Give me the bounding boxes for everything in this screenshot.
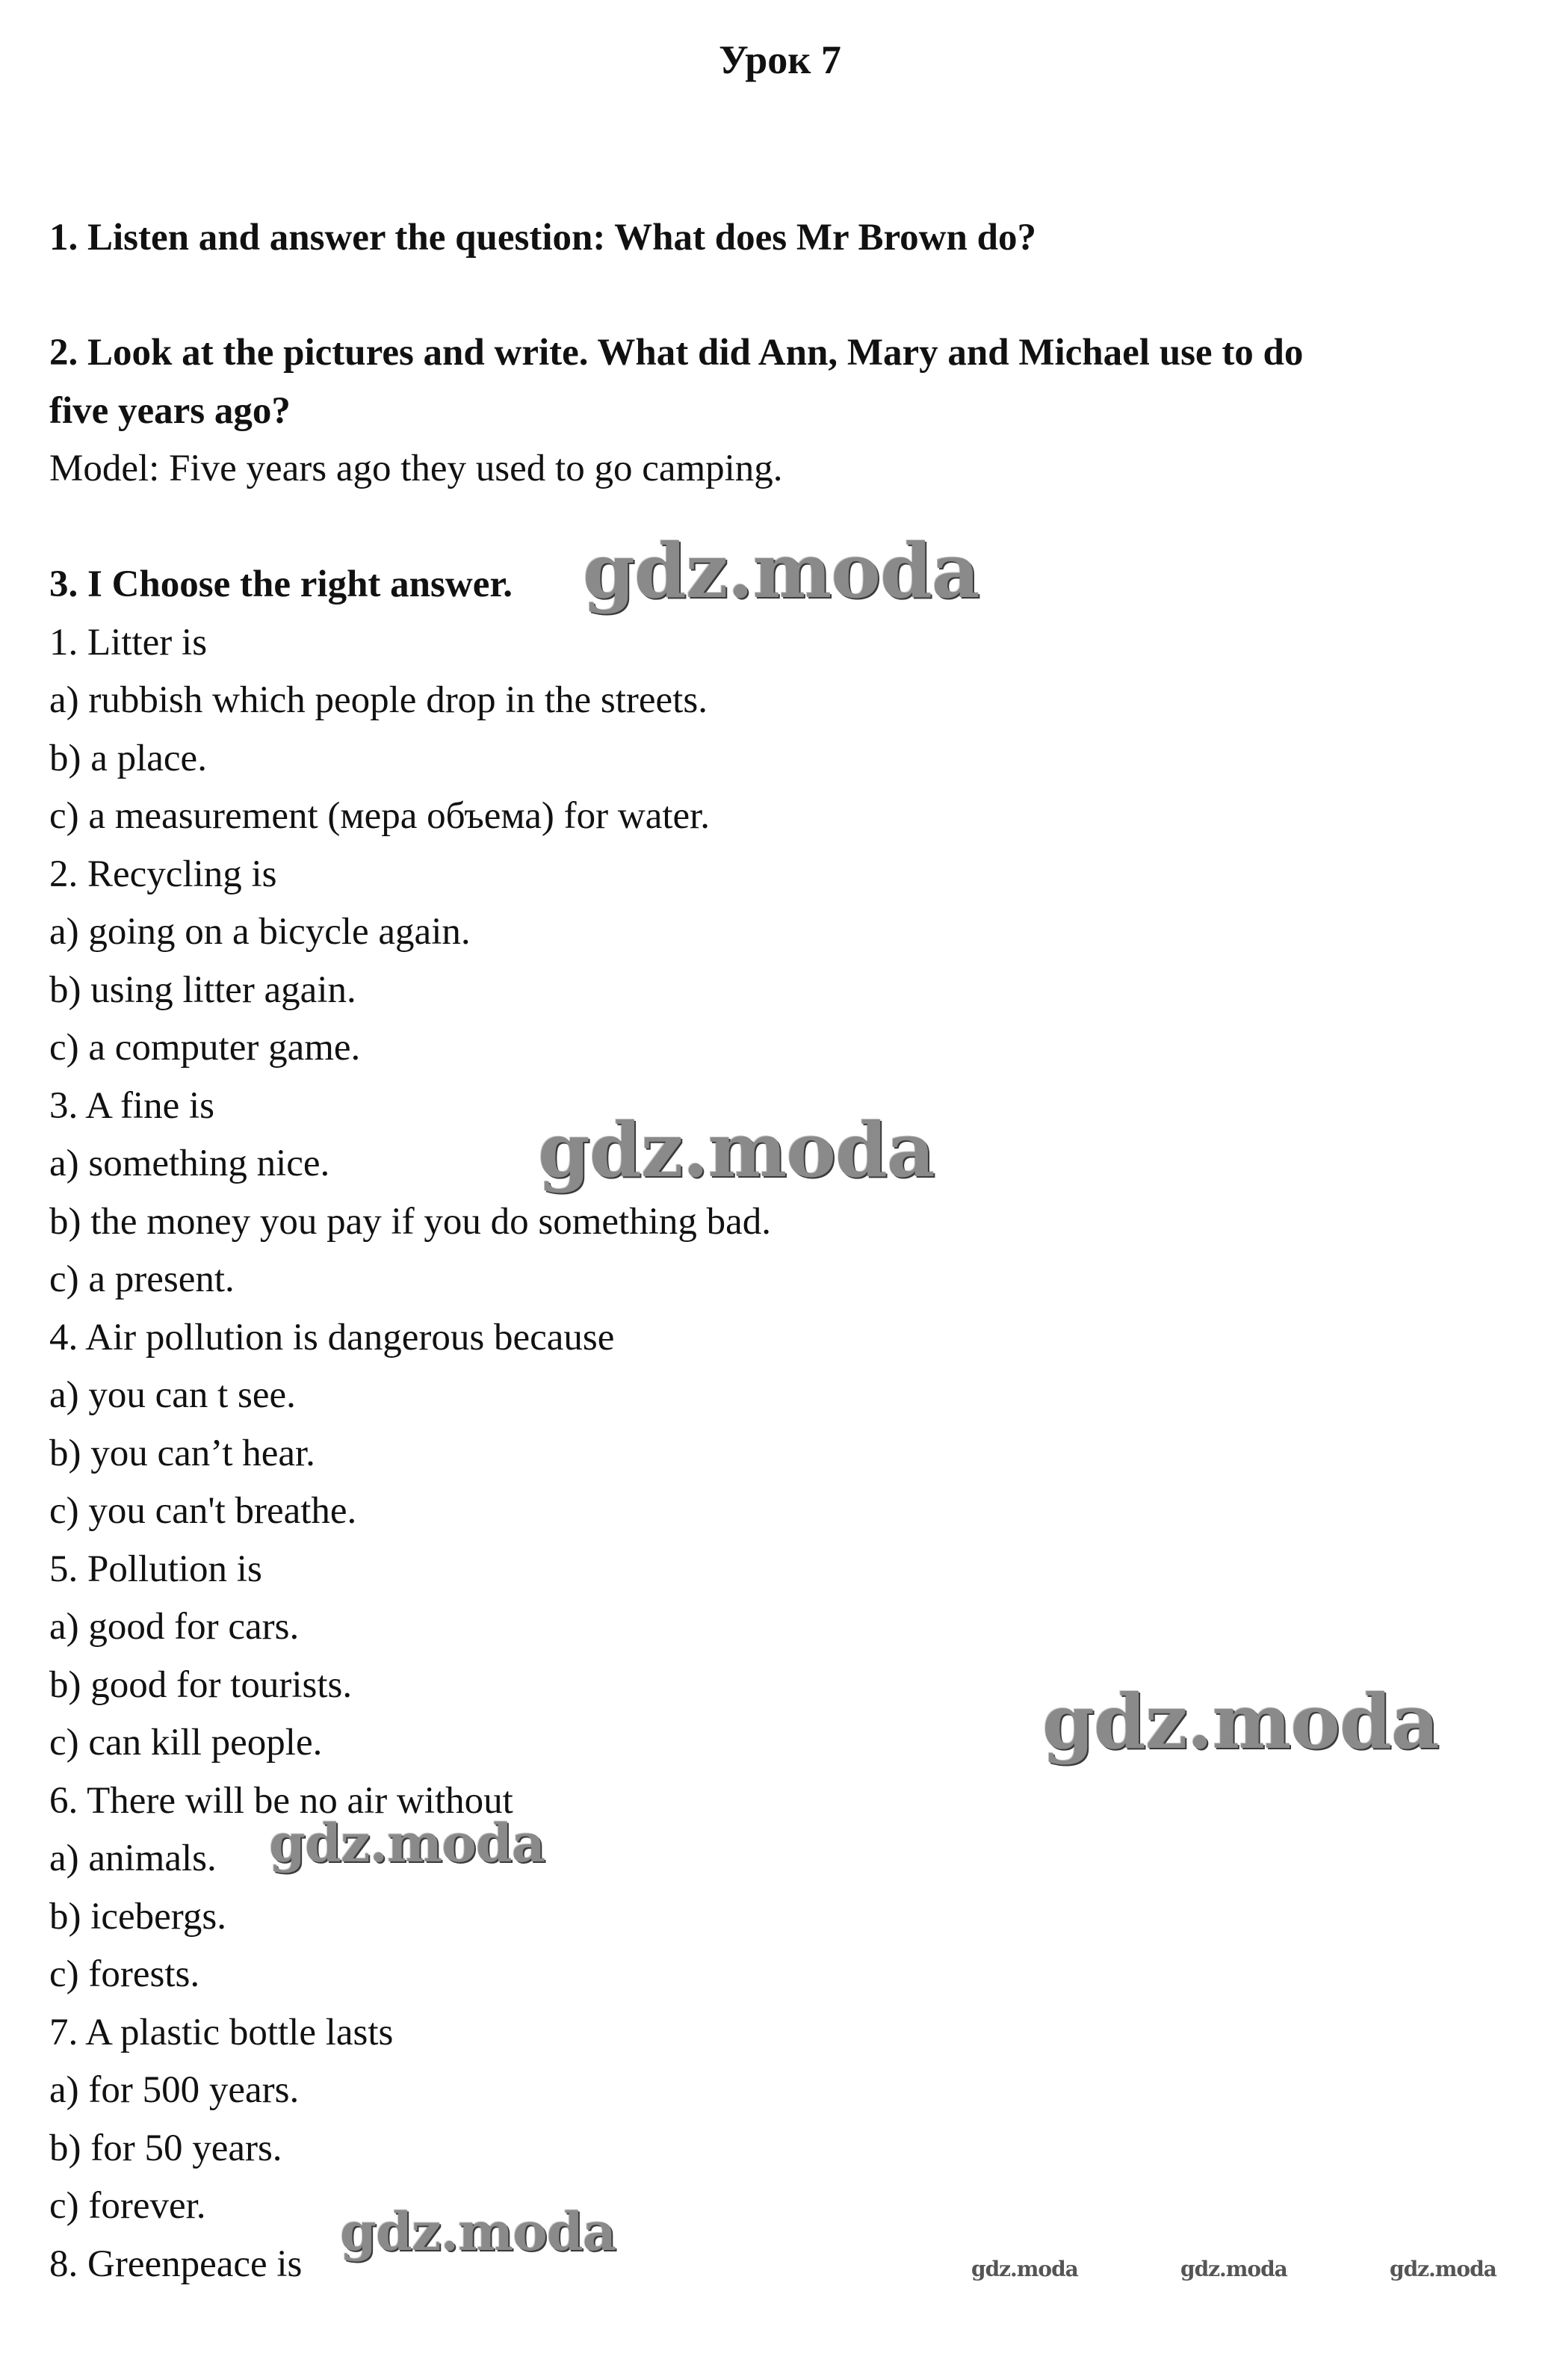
answer-line: c) a computer game. <box>49 1027 361 1069</box>
watermark: gdz.moda <box>538 1106 935 1194</box>
question-line: 6. There will be no air without <box>49 1779 513 1822</box>
answer-line: c) can kill people. <box>49 1722 323 1764</box>
watermark: gdz.moda <box>1390 2257 1496 2281</box>
task-2 <box>49 324 1514 498</box>
answer-line: a) something nice. <box>49 1143 330 1184</box>
lesson-title: Урок 7 <box>719 37 841 82</box>
task-1-text: 1. Listen and answer the question: What does Mr Brown do? <box>49 217 1036 259</box>
question-line: 7. A plastic bottle lasts <box>49 2011 394 2053</box>
task-2-heading-line-1: 2. Look at the pictures and write. What did Ann, Mary and Michael use to do <box>49 332 1304 374</box>
task-3 <box>49 556 1514 2293</box>
answer-line: a) you can t see. <box>49 1374 296 1416</box>
watermark: gdz.moda <box>1042 1678 1439 1766</box>
answer-line: a) going on a bicycle again. <box>49 911 471 953</box>
question-line: 3. A fine is <box>49 1084 215 1127</box>
watermark: gdz.moda <box>340 2201 616 2263</box>
answer-line: c) a measurement (мера объема) for water. <box>49 795 711 837</box>
answer-line: a) animals. <box>49 1837 217 1879</box>
answer-line: b) for 50 years. <box>49 2127 282 2169</box>
answer-line: b) good for tourists. <box>49 1663 353 1706</box>
task-2-heading-line-2: five years ago? <box>49 389 291 432</box>
task-2-model: Model: Five years ago they used to go camping. <box>49 448 783 489</box>
watermark: gdz.moda <box>971 2257 1078 2281</box>
answer-line: b) icebergs. <box>49 1895 226 1938</box>
question-line: 1. Litter is <box>49 621 208 664</box>
watermark: gdz.moda <box>583 527 979 615</box>
watermark: gdz.moda <box>1180 2257 1287 2281</box>
question-line: 5. Pollution is <box>49 1548 262 1590</box>
task-3-heading: 3. I Choose the right answer. <box>49 563 513 605</box>
watermark: gdz.moda <box>269 1812 545 1874</box>
answer-line: a) rubbish which people drop in the streets. <box>49 679 708 721</box>
answer-line: b) the money you pay if you do something bad. <box>49 1200 772 1243</box>
answer-line: a) for 500 years. <box>49 2069 300 2111</box>
answer-line: c) forests. <box>49 1953 200 1995</box>
answer-line: c) you can't breathe. <box>49 1490 357 1532</box>
task-1 <box>49 209 1514 268</box>
question-line: 8. Greenpeace is <box>49 2243 303 2285</box>
answer-line: b) you can’t hear. <box>49 1432 315 1474</box>
answer-line: c) a present. <box>49 1258 235 1300</box>
answer-line: a) good for cars. <box>49 1606 300 1648</box>
question-line: 2. Recycling is <box>49 853 277 895</box>
answer-line: b) using litter again. <box>49 968 356 1011</box>
answer-line: b) a place. <box>49 737 207 779</box>
question-line: 4. Air pollution is dangerous because <box>49 1316 615 1359</box>
answer-line: c) forever. <box>49 2185 206 2227</box>
